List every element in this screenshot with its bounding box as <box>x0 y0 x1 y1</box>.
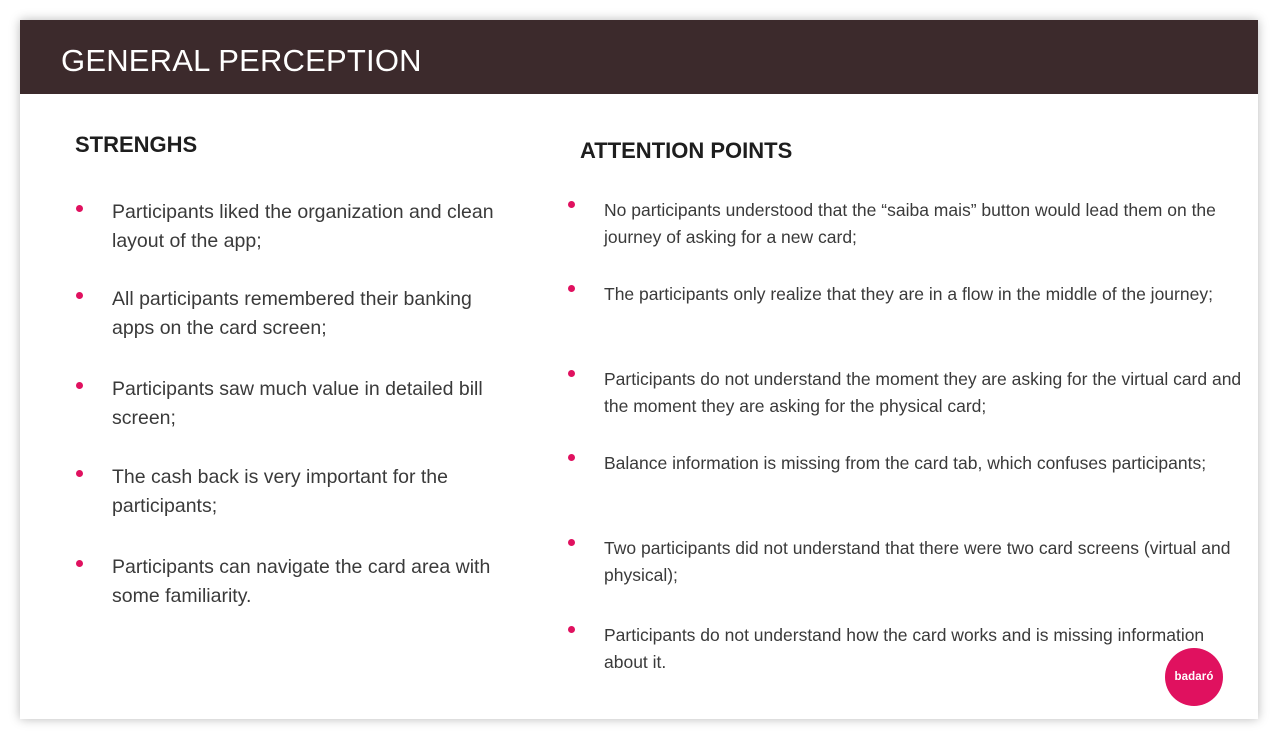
bullet-icon <box>76 560 83 567</box>
page-title: GENERAL PERCEPTION <box>61 43 422 78</box>
attention-text: The participants only realize that they are in a flow in the middle of the journey; <box>604 284 1213 304</box>
bullet-icon <box>76 382 83 389</box>
strengths-heading: STRENGHS <box>75 132 198 157</box>
strength-text: The cash back is very important for the participants; <box>112 466 448 517</box>
strength-text: Participants liked the organization and clean layout of the app; <box>112 201 494 252</box>
bullet-icon <box>568 201 575 208</box>
attention-text: Two participants did not understand that there were two card screens (virtual and physical); <box>604 538 1231 585</box>
bullet-icon <box>568 454 575 461</box>
strength-text: Participants can navigate the card area with some familiarity. <box>112 556 491 607</box>
header-bar <box>20 20 1258 94</box>
bullet-icon <box>568 626 575 633</box>
bullet-icon <box>76 205 83 212</box>
strength-text: All participants remembered their banking apps on the card screen; <box>112 288 472 339</box>
bullet-icon <box>568 285 575 292</box>
attention-text: Participants do not understand the moment they are asking for the virtual card and the moment they are asking for the physical card; <box>604 369 1242 416</box>
bullet-icon <box>76 292 83 299</box>
attention-text: No participants understood that the “saiba mais” button would lead them on the journey of asking for a new card; <box>604 200 1216 247</box>
attention-heading: ATTENTION POINTS <box>580 138 793 163</box>
logo-text: badaró <box>1174 671 1214 683</box>
bullet-icon <box>76 470 83 477</box>
bullet-icon <box>568 370 575 377</box>
attention-text: Participants do not understand how the card works and is missing information about it. <box>604 625 1205 672</box>
slide <box>20 20 1258 719</box>
strength-text: Participants saw much value in detailed bill screen; <box>112 378 483 429</box>
badaro-logo <box>1165 648 1223 706</box>
bullet-icon <box>568 539 575 546</box>
attention-text: Balance information is missing from the card tab, which confuses participants; <box>604 453 1207 473</box>
